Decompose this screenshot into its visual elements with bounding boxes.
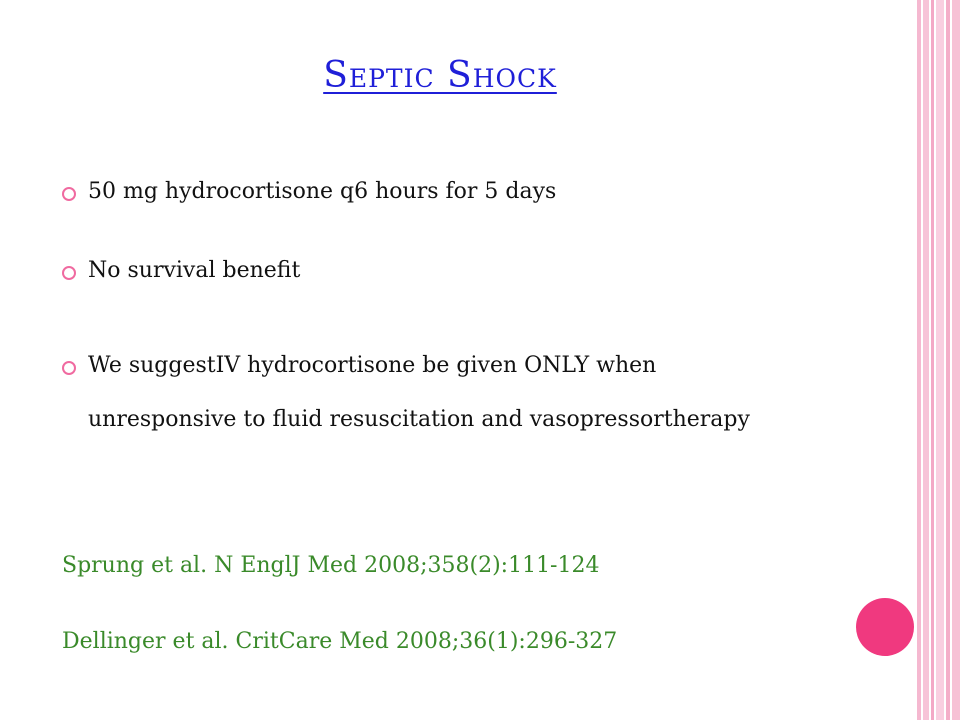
bullet-item bbox=[62, 259, 802, 298]
reference-citation: Dellinger et al. CritCare Med 2008;36(1):296-327 bbox=[62, 629, 618, 654]
side-stripe bbox=[917, 0, 921, 720]
bullet-text: 50 mg hydrocortisone q6 hours for 5 days bbox=[88, 179, 557, 204]
bullet-circle-icon bbox=[62, 361, 76, 375]
side-stripe bbox=[931, 0, 934, 720]
bullet-circle-icon bbox=[62, 187, 76, 201]
bullet-item bbox=[62, 180, 802, 219]
side-stripe bbox=[952, 0, 960, 720]
decorative-pink-dot bbox=[856, 598, 914, 656]
reference-citation: Sprung et al. N EnglJ Med 2008;358(2):111-124 bbox=[62, 553, 600, 578]
bullet-text: No survival benefit bbox=[88, 258, 301, 283]
side-stripe bbox=[946, 0, 950, 720]
bullet-circle-icon bbox=[62, 266, 76, 280]
side-stripe bbox=[936, 0, 944, 720]
slide-title: Septic Shock bbox=[323, 55, 557, 96]
bullet-text: We suggestIV hydrocortisone be given ONLY when unresponsive to fluid resuscitation and vasopressortherapy bbox=[88, 353, 750, 432]
side-stripe bbox=[923, 0, 929, 720]
bullet-item bbox=[62, 354, 802, 447]
